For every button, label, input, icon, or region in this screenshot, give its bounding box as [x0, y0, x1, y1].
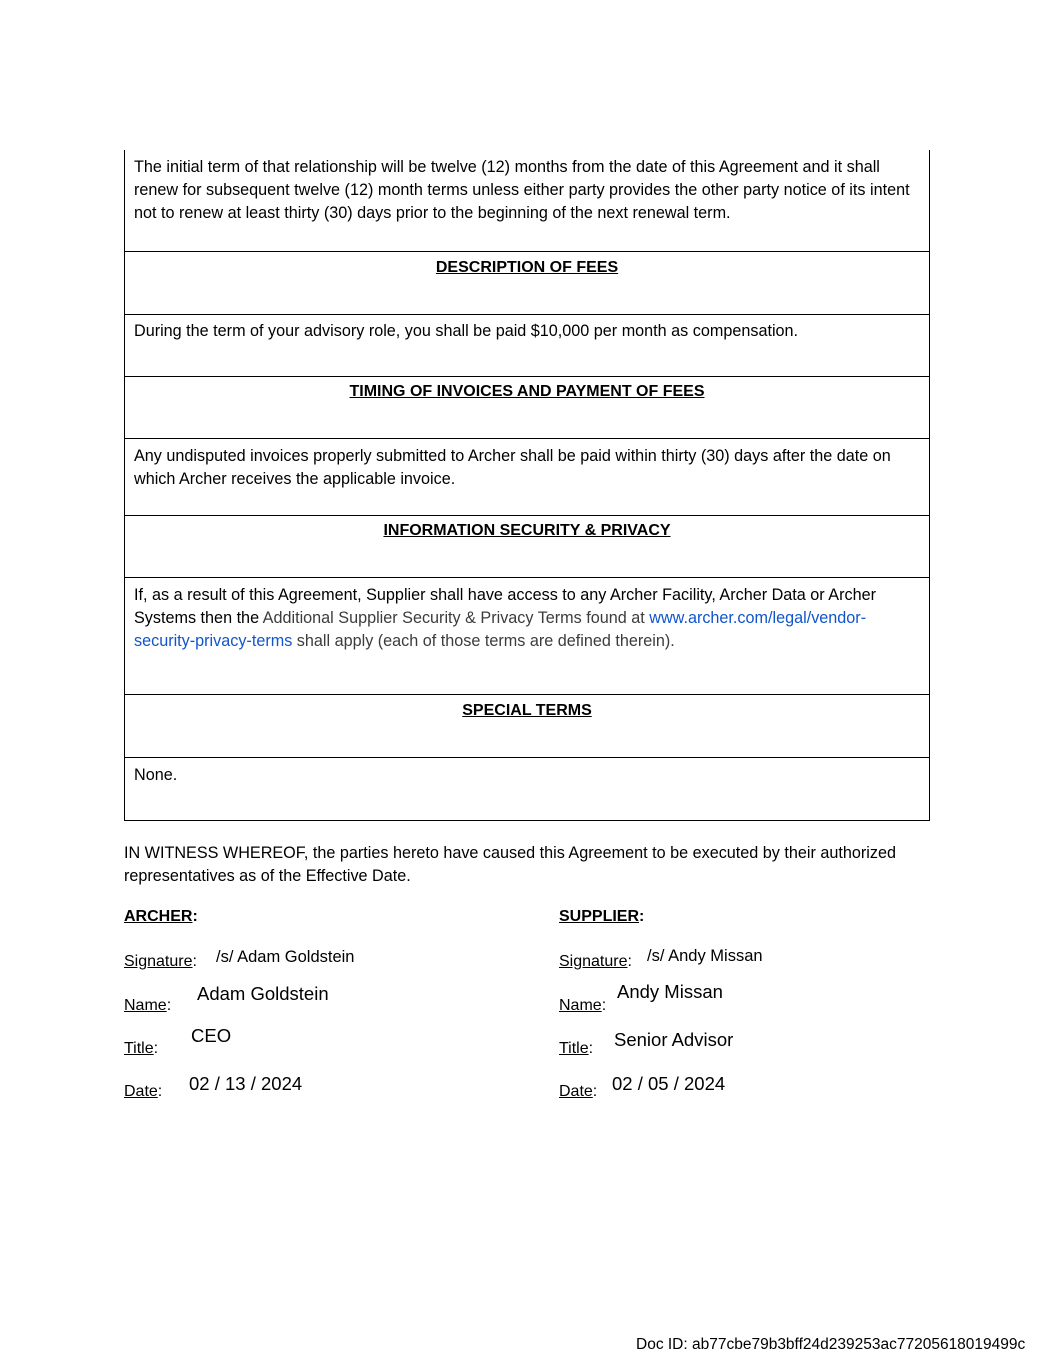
- archer-signature-field: Signature: /s/ Adam Goldstein: [124, 948, 355, 970]
- security-heading: INFORMATION SECURITY & PRIVACY: [383, 522, 671, 539]
- archer-title-field: Title: CEO: [124, 1025, 232, 1057]
- security-text-mid: Additional Supplier Security & Privacy Terms found at: [262, 609, 650, 627]
- archer-heading: ARCHER:: [124, 908, 198, 925]
- archer-title-value: CEO: [191, 1025, 232, 1046]
- term-text: The initial term of that relationship will be twelve (12) months from the date of this Agreement and it shall renew for subsequent twelve (12) month terms unless either party provides the other party notice of its intent not to renew at least thirty (30) days prior to the beginning of the next renewal term.: [134, 158, 910, 222]
- supplier-date-value: 02 / 05 / 2024: [612, 1073, 726, 1094]
- term-cell: [125, 150, 929, 251]
- security-cell: [125, 577, 929, 694]
- invoices-heading-cell: [125, 376, 929, 438]
- agreement-table: [124, 150, 930, 821]
- supplier-name-value: Andy Missan: [617, 981, 723, 1002]
- supplier-date-field: Date: 02 / 05 / 2024: [559, 1073, 726, 1100]
- special-text: None.: [134, 766, 178, 784]
- supplier-title-field: Title: Senior Advisor: [559, 1029, 734, 1057]
- archer-name-field: Name: Adam Goldstein: [124, 983, 329, 1014]
- security-terms-link[interactable]: www.archer.com/legal/vendor-security-privacy-terms: [134, 609, 867, 650]
- supplier-signature-value: /s/ Andy Missan: [647, 947, 763, 965]
- fees-cell: [125, 314, 929, 376]
- fees-heading: DESCRIPTION OF FEES: [435, 259, 619, 276]
- special-heading-cell: [125, 694, 929, 757]
- invoices-heading: TIMING OF INVOICES AND PAYMENT OF FEES: [349, 383, 705, 400]
- supplier-signature-block: [559, 908, 763, 1100]
- invoices-cell: [125, 438, 929, 515]
- witness-paragraph: IN WITNESS WHEREOF, the parties hereto have caused this Agreement to be executed by their authorized representatives as of the Effective Date.: [124, 844, 896, 885]
- supplier-heading: SUPPLIER:: [559, 908, 645, 925]
- security-text-tail: shall apply (each of those terms are defined therein).: [292, 632, 675, 650]
- fees-text: During the term of your advisory role, you shall be paid $10,000 per month as compensation.: [134, 322, 799, 340]
- archer-signature-value: /s/ Adam Goldstein: [216, 948, 355, 966]
- archer-name-value: Adam Goldstein: [197, 983, 329, 1004]
- supplier-title-value: Senior Advisor: [614, 1029, 734, 1050]
- invoices-text: Any undisputed invoices properly submitted to Archer shall be paid within thirty (30) days after the date on which Archer receives the applicable invoice.: [134, 447, 891, 488]
- special-cell: [125, 757, 929, 820]
- supplier-name-field: Name: Andy Missan: [559, 981, 723, 1014]
- archer-date-value: 02 / 13 / 2024: [189, 1073, 303, 1094]
- security-heading-cell: [125, 515, 929, 577]
- security-text-lead: If, as a result of this Agreement, Supplier shall have access to any Archer Facility, Archer Data or Archer Systems then the: [134, 586, 876, 627]
- doc-id: Doc ID: ab77cbe79b3bff24d239253ac77205618019499c: [636, 1336, 1026, 1353]
- special-heading: SPECIAL TERMS: [462, 702, 592, 719]
- fees-heading-cell: [125, 251, 929, 314]
- supplier-signature-field: Signature: /s/ Andy Missan: [559, 947, 763, 970]
- archer-date-field: Date: 02 / 13 / 2024: [124, 1073, 303, 1100]
- archer-signature-block: [124, 908, 355, 1100]
